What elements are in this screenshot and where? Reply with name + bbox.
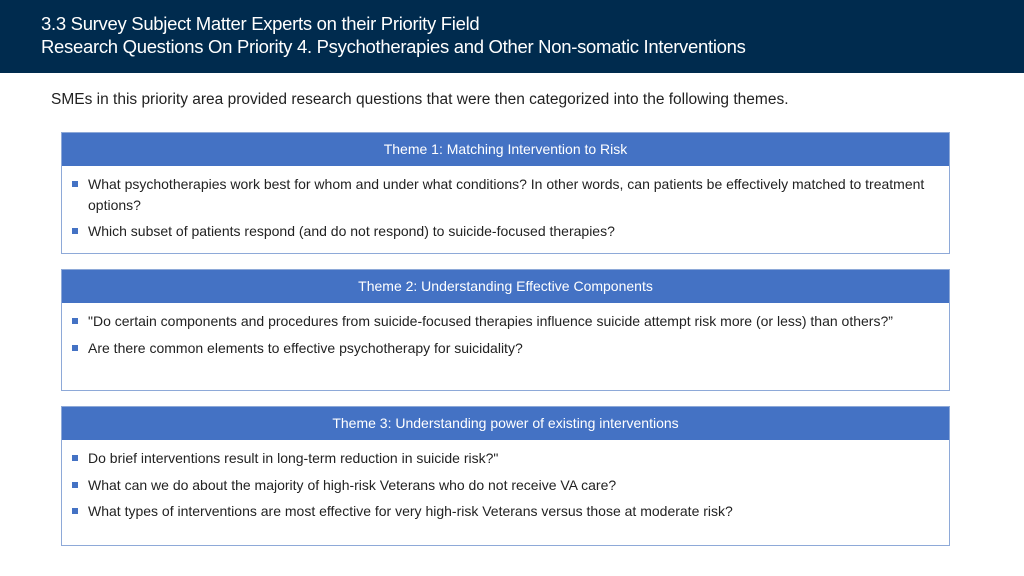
square-bullet-icon [72,345,78,351]
slide-title: 3.3 Survey Subject Matter Experts on their Priority Field [41,13,480,34]
square-bullet-icon [72,318,78,324]
theme-title: Theme 3: Understanding power of existing interventions [62,407,949,440]
theme-title: Theme 1: Matching Intervention to Risk [62,133,949,166]
list-item [71,311,941,332]
bullet-text: Which subset of patients respond (and do not respond) to suicide-focused therapies? [88,223,615,239]
bullet-text: "Do certain components and procedures from suicide-focused therapies influence suicide attempt risk more (or less) than others?” [88,313,893,329]
bullet-text: What types of interventions are most effective for very high-risk Veterans versus those at moderate risk? [88,503,733,519]
list-item [71,501,941,522]
square-bullet-icon [72,508,78,514]
intro-text: SMEs in this priority area provided research questions that were then categorized into the following themes. [51,91,789,108]
list-item [71,475,941,496]
list-item [71,174,941,215]
square-bullet-icon [72,455,78,461]
list-item [71,448,941,469]
square-bullet-icon [72,228,78,234]
theme-bullets [62,303,949,358]
list-item [71,338,941,359]
square-bullet-icon [72,482,78,488]
bullet-text: What psychotherapies work best for whom and under what conditions? In other words, can patients be effectively matched to treatment options? [88,176,925,213]
theme-bullets [62,166,949,242]
bullet-text: Do brief interventions result in long-term reduction in suicide risk?" [88,450,499,466]
theme-title: Theme 2: Understanding Effective Components [62,270,949,303]
slide-subtitle: Research Questions On Priority 4. Psychotherapies and Other Non-somatic Interventions [41,36,746,57]
square-bullet-icon [72,181,78,187]
slide-header [0,0,1024,73]
theme-box-3 [61,406,950,546]
bullet-text: Are there common elements to effective psychotherapy for suicidality? [88,339,523,356]
theme-bullets [62,440,949,522]
theme-box-1 [61,132,950,254]
list-item [71,221,941,242]
theme-box-2 [61,269,950,391]
bullet-text: What can we do about the majority of high-risk Veterans who do not receive VA care? [88,476,617,493]
